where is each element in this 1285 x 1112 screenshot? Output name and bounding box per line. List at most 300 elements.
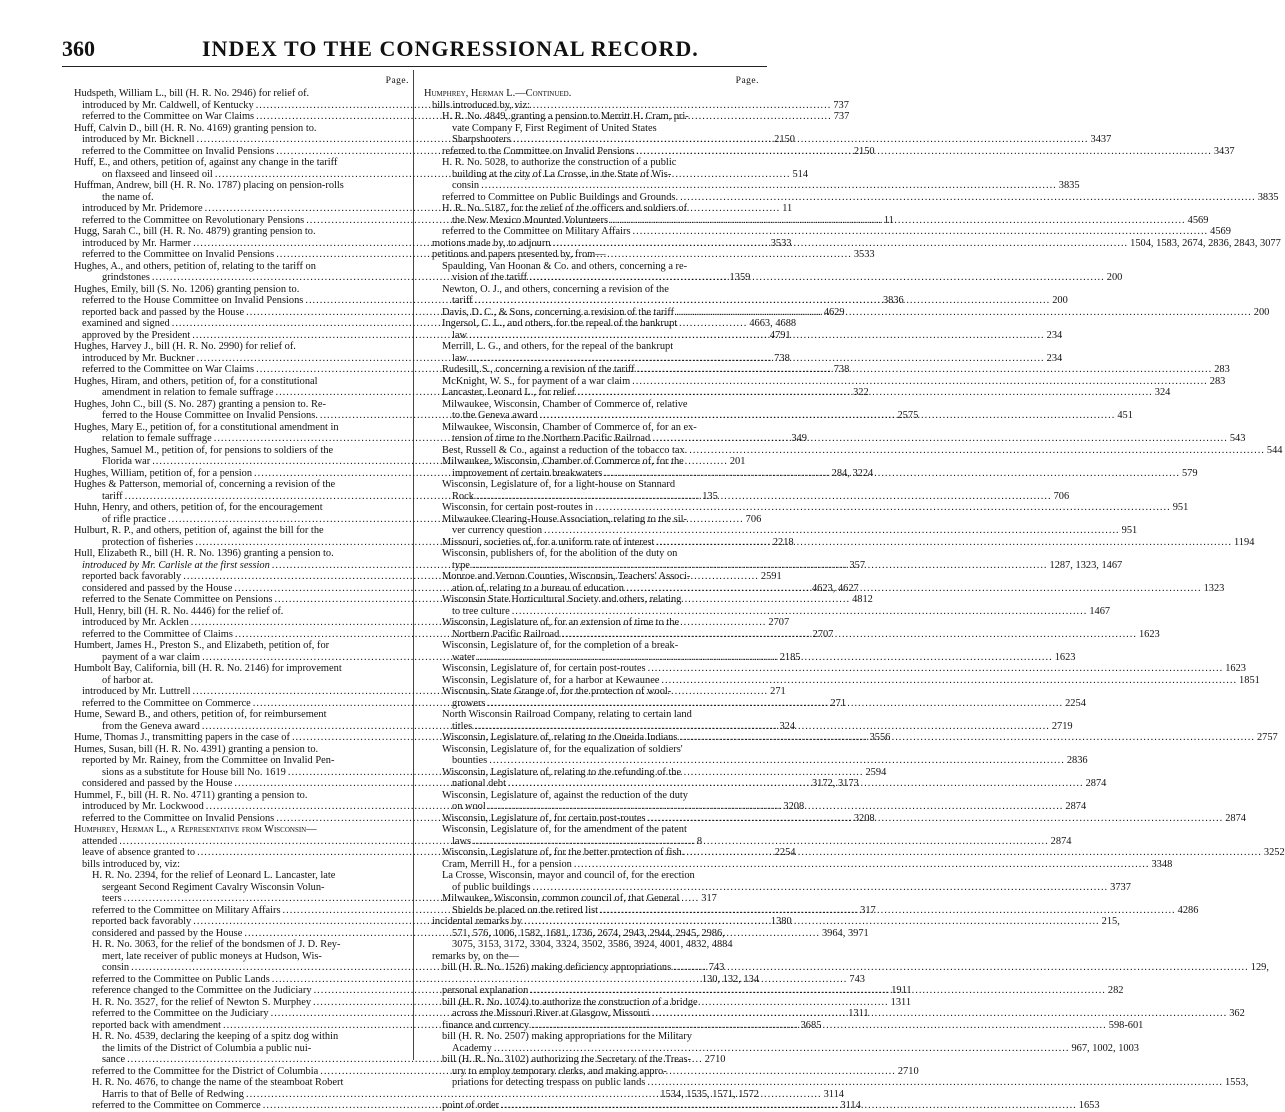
entry-text: bounties bbox=[452, 755, 488, 766]
entry-text: Harris to that of Belle of Redwing bbox=[102, 1088, 244, 1100]
page-reference: 349 bbox=[791, 433, 807, 444]
dot-leader bbox=[648, 663, 1224, 675]
index-entry bbox=[424, 858, 1173, 871]
index-entry bbox=[424, 663, 1246, 675]
page-reference: 2707 bbox=[768, 617, 790, 628]
entry-text: 3075, 3153, 3172, 3304, 3324, 3502, 3586, 3924, 4001, 4832, 4884 bbox=[452, 939, 733, 950]
entry-text: Hull, Henry, bill (H. R. No. 4446) for the relief of. bbox=[74, 605, 284, 617]
page-reference: 1359 bbox=[729, 272, 751, 283]
page-reference: 2185 bbox=[779, 651, 801, 663]
page-reference: 1287, 1323, 1467 bbox=[1049, 559, 1123, 571]
entry-text: national debt bbox=[452, 778, 506, 789]
dot-leader bbox=[530, 985, 1106, 997]
entry-text: Monroe and Vernon Counties, Wisconsin, Teachers' Associ- bbox=[442, 571, 691, 582]
page-reference: 4812 bbox=[852, 594, 873, 605]
entry-text: Hughes, A., and others, petition of, relating to the tariff on bbox=[74, 260, 316, 272]
index-entry bbox=[74, 180, 409, 192]
page-reference: 2150 bbox=[774, 134, 795, 145]
entry-text: Best, Russell & Co., against a reduction of the tobacco tax. bbox=[442, 444, 688, 456]
entry-text: Wisconsin, Legislature of, against the reduction of the duty bbox=[442, 789, 689, 801]
entry-text: Shields be placed on the retired list bbox=[452, 904, 599, 916]
page-reference: 2874 bbox=[1050, 835, 1072, 847]
entry-text: Milwaukee, Wisconsin, common council of, that General bbox=[442, 893, 680, 904]
page-reference: 544 bbox=[1266, 444, 1283, 456]
entry-text: introduced by Mr. Caldwell, of Kentucky bbox=[82, 99, 254, 111]
dot-leader bbox=[686, 847, 1262, 859]
dot-leader bbox=[501, 1100, 1077, 1112]
entry-text: Hughes, William, petition of, for a pension bbox=[74, 467, 253, 479]
entry-text: Wisconsin, publishers of, for the abolition of the duty on bbox=[442, 548, 678, 559]
entry-text: Hughes, Emily, bill (S. No. 1206) granting pension to. bbox=[74, 283, 300, 295]
index-entry bbox=[424, 893, 759, 905]
page-reference: 2150 bbox=[853, 145, 875, 157]
index-entry bbox=[424, 824, 759, 836]
entry-text: improvement of certain breakwaters bbox=[452, 467, 603, 479]
page-reference: 11 bbox=[782, 203, 793, 214]
page-reference: 1311 bbox=[848, 1008, 869, 1019]
page-title: INDEX TO THE CONGRESSIONAL RECORD. bbox=[202, 36, 699, 61]
entry-text: referred to the Committee on the Judiciary bbox=[92, 1008, 269, 1019]
index-entry bbox=[74, 640, 409, 652]
page-reference: 2874 bbox=[1225, 812, 1246, 824]
entry-text: Hugg, Sarah C., bill (H. R. No. 4879) granting pension to. bbox=[74, 226, 316, 237]
page-reference: 737 bbox=[833, 111, 850, 122]
index-entry bbox=[74, 859, 409, 871]
page-reference: 2719 bbox=[1051, 720, 1073, 732]
index-entry bbox=[424, 456, 759, 468]
dot-leader bbox=[544, 525, 1120, 537]
entry-text: referred to the Committee on Commerce bbox=[92, 1100, 261, 1111]
entry-text: referred to the Senate Committee on Pensions bbox=[82, 594, 273, 605]
index-entry bbox=[424, 1066, 759, 1078]
entry-text: H. R. No. 5187, for the relief of the officers and soldiers of bbox=[442, 203, 688, 214]
index-entry bbox=[74, 479, 409, 491]
entry-text: Hughes, Samuel M., petition of, for pensions to soldiers of the bbox=[74, 444, 334, 456]
entry-text: bill (H. R. No. 2507) making appropriations for the Military bbox=[442, 1031, 692, 1042]
entry-text: Hudspeth, William L., bill (H. R. No. 2946) for relief of. bbox=[74, 88, 310, 99]
entry-text: introduced by Mr. Harmer bbox=[82, 237, 192, 249]
entry-text: considered and passed by the House bbox=[92, 927, 243, 939]
entry-text: petitions and papers presented by, from— bbox=[432, 249, 606, 260]
page-reference: 1553, bbox=[1224, 1077, 1249, 1088]
dot-leader bbox=[489, 755, 1065, 767]
index-entry bbox=[424, 502, 1189, 514]
entry-text: introduced by Mr. Buckner bbox=[82, 352, 195, 364]
index-entry bbox=[74, 157, 409, 169]
page-reference: 324 bbox=[779, 720, 796, 732]
dot-leader bbox=[647, 1077, 1223, 1089]
entry-text: on flaxseed and linseed oil bbox=[102, 168, 213, 180]
page-reference: 4791 bbox=[769, 329, 791, 341]
index-entry bbox=[424, 605, 1111, 618]
index-entry bbox=[424, 881, 1131, 894]
entry-text: H. R. No. 4676, to change the name of the steamboat Robert bbox=[92, 1077, 344, 1088]
entry-text: water bbox=[452, 651, 476, 663]
page-reference: 2710 bbox=[704, 1054, 726, 1065]
entry-text: to tree culture bbox=[452, 605, 510, 617]
entry-text: Wisconsin, Legislature of, for an extension of time to the bbox=[442, 617, 680, 628]
entry-text: Huffman, Andrew, bill (H. R. No. 1787) placing on pension-rolls bbox=[74, 180, 344, 191]
page-reference: 598-601 bbox=[1108, 1019, 1144, 1031]
entry-text: consin bbox=[102, 962, 130, 973]
index-entry bbox=[424, 835, 1072, 848]
page-reference: 271 bbox=[830, 697, 847, 709]
index-entry bbox=[424, 226, 1231, 238]
dot-leader bbox=[661, 675, 1237, 687]
entry-text: introduced by Mr. Lockwood bbox=[82, 801, 204, 812]
page-reference: 2836 bbox=[1066, 755, 1088, 766]
index-entry bbox=[74, 1077, 409, 1089]
entry-text: Ingersol, C. L., and others, for the repeal of the bankrupt bbox=[442, 318, 678, 329]
page-reference: 4623, 4627 bbox=[811, 582, 859, 594]
index-entry bbox=[424, 997, 759, 1009]
index-entry bbox=[424, 399, 759, 411]
entry-text: Milwaukee, Wisconsin, Chamber of Commerce of, for an ex- bbox=[442, 421, 697, 433]
entry-text: Humphrey, Herman L., a Representative from Wisconsin— bbox=[74, 824, 317, 835]
entry-text: tariff bbox=[452, 295, 473, 306]
entry-text: of rifle practice bbox=[102, 513, 167, 525]
index-entry bbox=[424, 1089, 759, 1101]
index-entry bbox=[424, 1077, 1249, 1089]
entry-text: Academy bbox=[452, 1042, 492, 1054]
entry-text: titles bbox=[452, 720, 473, 732]
page-reference: 706 bbox=[1053, 490, 1070, 502]
page-reference: 3556 bbox=[869, 732, 891, 743]
entry-text: bill (H. R. No. 3102) authorizing the Secretary of the Treas- bbox=[442, 1054, 692, 1065]
entry-text: Hume, Seward B., and others, petition of, for reimbursement bbox=[74, 709, 327, 720]
entry-text: bills introduced by, viz: bbox=[432, 99, 531, 111]
index-entry bbox=[424, 191, 1279, 204]
entry-text: reported back and passed by the House bbox=[82, 306, 245, 318]
dot-leader bbox=[553, 238, 1129, 250]
dot-leader bbox=[512, 606, 1088, 618]
entry-text: referred to the Committee on Revolutionary Pensions bbox=[82, 214, 305, 226]
entry-text: ury to employ temporary clerks, and making appro- bbox=[452, 1065, 667, 1077]
dot-leader bbox=[524, 916, 1100, 928]
index-entry bbox=[74, 882, 409, 894]
page-reference: 1623 bbox=[1225, 663, 1246, 674]
entry-text: law bbox=[452, 329, 468, 341]
entry-text: to the Geneva award bbox=[452, 410, 538, 421]
index-entry bbox=[424, 1042, 1139, 1055]
page-reference: 951 bbox=[1172, 502, 1189, 513]
entry-text: approved by the President bbox=[82, 329, 191, 341]
entry-text: referred to Committee on Public Buildings and Grounds. bbox=[442, 191, 679, 203]
page-reference: 738 bbox=[774, 352, 790, 364]
page-reference: 11 bbox=[883, 214, 894, 226]
index-entry bbox=[424, 686, 759, 698]
entry-text: examined and signed bbox=[82, 318, 170, 329]
page-reference: 2218 bbox=[772, 536, 794, 548]
entry-text: attended bbox=[82, 835, 118, 847]
page-reference: 3835 bbox=[1058, 180, 1080, 191]
entry-text: introduced by Mr. Carlisle at the first session bbox=[82, 559, 270, 571]
entry-text: considered and passed by the House bbox=[82, 582, 233, 594]
page-reference: 514 bbox=[792, 168, 809, 180]
dot-leader bbox=[648, 813, 1224, 825]
page-reference: 3836 bbox=[882, 295, 904, 306]
page-reference: 706 bbox=[745, 513, 762, 525]
entry-text: Wisconsin, Legislature of, for certain post-routes bbox=[442, 663, 646, 674]
page-reference: 129, bbox=[1250, 962, 1269, 973]
page-reference: 324 bbox=[1154, 387, 1171, 398]
index-entry bbox=[424, 617, 759, 629]
entry-text: Huhn, Henry, and others, petition of, for the encouragement bbox=[74, 502, 323, 513]
page-reference: 4569 bbox=[1187, 214, 1209, 226]
index-entry bbox=[424, 88, 759, 100]
entry-text: introduced by Mr. Pridemore bbox=[82, 203, 203, 214]
index-entry bbox=[424, 272, 1123, 284]
entry-text: Hughes & Patterson, memorial of, concerning a revision of the bbox=[74, 479, 336, 490]
page-reference: 317 bbox=[860, 904, 876, 916]
entry-text: the New Mexico Mounted Volunteers bbox=[452, 214, 609, 226]
entry-text: the name of. bbox=[102, 191, 154, 203]
index-entry bbox=[74, 376, 409, 388]
index-entry bbox=[424, 180, 1080, 192]
index-entry bbox=[424, 261, 759, 273]
entry-text: Wisconsin, Legislature of, for the better protection of fish. bbox=[442, 847, 685, 858]
entry-text: Hulburt, R. P., and others, petition of, against the bill for the bbox=[74, 525, 324, 536]
page-reference: 234 bbox=[1046, 329, 1063, 341]
entry-text: incidental remarks by bbox=[432, 916, 523, 927]
page-reference: 743 bbox=[708, 962, 725, 973]
index-entry bbox=[424, 157, 759, 169]
dot-leader bbox=[477, 652, 1053, 664]
page-reference: 4663, 4688 bbox=[749, 318, 797, 329]
entry-text: H. R. No. 5028, to authorize the construction of a public bbox=[442, 157, 677, 168]
entry-text: reported by Mr. Rainey, from the Committee on Invalid Pen- bbox=[82, 755, 335, 766]
page-reference: 967, 1002, 1003 bbox=[1071, 1042, 1139, 1054]
entry-text: bill (H. R. No. 1526) making deficiency appropriations bbox=[442, 962, 672, 973]
page-reference: 1653 bbox=[1078, 1100, 1100, 1111]
entry-text: introduced by Mr. Bicknell bbox=[82, 134, 195, 145]
dot-leader bbox=[472, 560, 1048, 572]
page-reference: 738 bbox=[833, 364, 850, 375]
entry-text: Humbert, James H., Preston S., and Elizabeth, petition of, for bbox=[74, 640, 330, 651]
index-entry bbox=[424, 755, 1088, 767]
page-reference: 2707 bbox=[812, 628, 834, 640]
index-entry bbox=[424, 284, 759, 296]
page-reference: 1194 bbox=[1234, 536, 1255, 548]
index-entry bbox=[424, 123, 759, 135]
dot-leader bbox=[474, 721, 1050, 733]
entry-text: referred to the Committee on Invalid Pensions bbox=[82, 812, 275, 824]
page-reference: 3437 bbox=[1090, 134, 1112, 145]
entry-text: Lancaster, Leonard L., for relief bbox=[442, 387, 576, 398]
index-entry bbox=[424, 744, 759, 756]
dot-leader bbox=[577, 387, 1153, 399]
entry-text: Newton, O. J., and others, concerning a revision of the bbox=[442, 283, 669, 295]
index-entry bbox=[74, 284, 409, 296]
index-entry bbox=[424, 767, 759, 779]
index-entry bbox=[74, 606, 409, 618]
index-entry bbox=[74, 422, 409, 434]
page-reference: 3252 bbox=[1263, 847, 1285, 858]
entry-text: Wisconsin, for certain post-routes in bbox=[442, 502, 594, 513]
index-entry bbox=[74, 870, 409, 882]
header-rule bbox=[62, 66, 767, 67]
index-entry bbox=[74, 445, 409, 457]
entry-text: Merrill, L. G., and others, for the repeal of the bankrupt bbox=[442, 341, 674, 352]
entry-text: point of order bbox=[442, 1100, 500, 1111]
entry-text: referred to the Committee on Military Affairs bbox=[442, 226, 631, 237]
index-entry bbox=[424, 1054, 759, 1066]
dot-leader bbox=[604, 468, 1180, 480]
dot-leader bbox=[513, 134, 1089, 146]
entry-text: bills introduced by, viz: bbox=[82, 858, 181, 870]
page-header bbox=[62, 28, 762, 68]
page-reference: 200 bbox=[1106, 272, 1123, 283]
index-entry bbox=[424, 974, 759, 986]
index-entry bbox=[424, 790, 759, 802]
right-page-label: Page. bbox=[735, 76, 759, 86]
entry-text: finance and currency bbox=[442, 1019, 530, 1031]
index-entry bbox=[424, 962, 1269, 974]
dot-leader bbox=[476, 491, 1052, 503]
entry-text: referred to the Committee on War Claims bbox=[82, 364, 255, 375]
entry-text: protection of fisheries bbox=[102, 536, 194, 548]
entry-text: Hummel, F., bill (H. R. No. 4711) granting a pension to. bbox=[74, 789, 308, 801]
page-reference: 135 bbox=[702, 490, 718, 502]
entry-text: Hughes, Hiram, and others, petition of, for a constitutional bbox=[74, 375, 318, 387]
entry-text: referred to the Committee on Invalid Pensions bbox=[442, 145, 635, 157]
index-entry bbox=[74, 399, 409, 411]
page-reference: 322 bbox=[853, 387, 869, 398]
entry-text: Milwaukee, Wisconsin, Chamber of Commerce of, relative bbox=[442, 398, 688, 410]
page-reference: 3208 bbox=[853, 812, 875, 824]
page-reference: 451 bbox=[1117, 410, 1133, 421]
entry-text: across the Missouri River at Glasgow, Missouri bbox=[452, 1008, 650, 1019]
dot-leader bbox=[656, 537, 1232, 549]
page-reference: 1467 bbox=[1089, 605, 1111, 617]
dot-leader bbox=[673, 962, 1249, 974]
entry-text: Hume, Thomas J., transmitting papers in the case of bbox=[74, 732, 290, 743]
entry-text: law bbox=[452, 352, 468, 364]
entry-text: grindstones bbox=[102, 272, 150, 283]
page-reference: 284, 3224 bbox=[831, 467, 874, 479]
index-entry bbox=[424, 100, 759, 112]
page-reference: 3114 bbox=[823, 1088, 845, 1100]
entry-text: ation of, relating to a bureau of education bbox=[452, 582, 624, 594]
entry-text: reported back favorably bbox=[82, 571, 182, 582]
index-entry bbox=[424, 939, 759, 951]
entry-text: La Crosse, Wisconsin, mayor and council of, for the erection bbox=[442, 870, 695, 881]
index-entry bbox=[424, 548, 759, 560]
entry-text: Wisconsin, Legislature of, for a harbor at Kewaunee bbox=[442, 674, 660, 686]
entry-text: referred to the Committee on Invalid Pensions bbox=[82, 249, 275, 260]
entry-text: McKnight, W. S., for payment of a war claim bbox=[442, 375, 631, 387]
index-entry bbox=[74, 939, 409, 951]
entry-text: Huff, E., and others, petition of, against any change in the tariff bbox=[74, 157, 338, 168]
page-reference: 1623 bbox=[1054, 651, 1076, 663]
entry-text: consin bbox=[452, 180, 480, 191]
index-entry bbox=[74, 1043, 409, 1055]
dot-leader bbox=[529, 272, 1105, 284]
entry-text: Missouri, societies of, for a uniform rate of interest bbox=[442, 536, 655, 548]
index-entry bbox=[424, 444, 1283, 457]
entry-text: introduced by Mr. Luttrell bbox=[82, 686, 191, 697]
index-entry bbox=[424, 514, 759, 526]
entry-text: Wisconsin, State Grange of, for the protection of wool- bbox=[442, 686, 672, 697]
dot-leader bbox=[679, 732, 1255, 744]
entry-text: the limits of the District of Columbia a public nui- bbox=[102, 1042, 312, 1054]
dot-leader bbox=[652, 1008, 1228, 1020]
entry-text: Milwaukee, Wisconsin, Chamber of Commerce of, for the bbox=[442, 456, 684, 467]
index-entry bbox=[424, 169, 759, 181]
page-reference: 3348 bbox=[1151, 858, 1173, 870]
index-entry bbox=[74, 790, 409, 802]
page-reference: 200 bbox=[1253, 306, 1270, 318]
page-reference: 215, bbox=[1101, 916, 1120, 927]
index-entry bbox=[74, 261, 409, 273]
page-reference: 1623 bbox=[1138, 628, 1160, 640]
page-reference: 3172, 3173 bbox=[811, 778, 859, 789]
entry-text: sergeant Second Regiment Cavalry Wisconsin Volun- bbox=[102, 881, 325, 893]
entry-text: of public buildings bbox=[452, 881, 531, 893]
page-reference: 2874 bbox=[1085, 778, 1107, 789]
dot-leader bbox=[561, 629, 1137, 641]
page-reference: 2874 bbox=[1065, 801, 1087, 812]
page-reference: 743 bbox=[849, 973, 865, 985]
page-reference: 951 bbox=[1121, 525, 1138, 536]
dot-leader bbox=[680, 192, 1256, 204]
entry-text: motions made by, to adjourn bbox=[432, 237, 551, 249]
entry-text: 1534, 1535, 1571, 1572 bbox=[660, 1088, 759, 1100]
dot-leader bbox=[652, 433, 1228, 445]
page-reference: 1851 bbox=[1239, 674, 1260, 686]
dot-leader bbox=[610, 215, 1186, 227]
index-entry bbox=[424, 479, 759, 491]
entry-text: referred to the Committee on War Claims bbox=[82, 111, 255, 122]
index-entry bbox=[74, 226, 409, 238]
dot-leader bbox=[533, 882, 1109, 894]
entry-text: Wisconsin, Legislature of, for the completion of a break- bbox=[442, 640, 679, 651]
dot-leader bbox=[494, 1043, 1070, 1055]
index-entry bbox=[74, 824, 409, 836]
entry-text: reported back favorably bbox=[92, 916, 192, 927]
index-entry bbox=[424, 870, 759, 882]
page-reference: 3685 bbox=[800, 1019, 822, 1031]
dot-leader bbox=[475, 295, 1051, 307]
index-entry bbox=[74, 663, 409, 675]
index-entry bbox=[74, 709, 409, 721]
entry-text: Wisconsin State Horticultural Society and others, relating bbox=[442, 594, 682, 605]
dot-leader bbox=[636, 146, 1212, 158]
index-entry bbox=[424, 674, 1260, 687]
dot-leader bbox=[469, 330, 1045, 342]
entry-text: tariff bbox=[102, 490, 123, 502]
entry-text: Hughes, John C., bill (S. No. 287) granting a pension to. Re- bbox=[74, 398, 326, 410]
page-reference: 2591 bbox=[760, 571, 782, 582]
entry-text: growers bbox=[452, 697, 486, 709]
index-entry bbox=[74, 88, 409, 100]
entry-text: referred to the Committee on Military Affairs bbox=[92, 904, 281, 916]
entry-text: North Wisconsin Railroad Company, relating to certain land bbox=[442, 709, 692, 720]
page-reference: 200 bbox=[1052, 295, 1068, 306]
index-entry bbox=[74, 951, 409, 963]
entry-text: H. R. No. 2394, for the relief of Leonard L. Lancaster, late bbox=[92, 870, 336, 881]
index-entry bbox=[424, 490, 1070, 503]
entry-text: considered and passed by the House bbox=[82, 778, 233, 789]
entry-text: reference changed to the Committee on the Judiciary bbox=[92, 985, 312, 996]
entry-text: Spaulding, Van Hoonan & Co. and others, concerning a re- bbox=[442, 260, 688, 272]
entry-text: on wool bbox=[452, 801, 486, 812]
index-entry bbox=[74, 192, 409, 204]
entry-text: H. R. No. 3527, for the relief of Newton S. Murphey bbox=[92, 996, 312, 1008]
page-reference: 8 bbox=[696, 835, 703, 847]
entry-text: Northern Pacific Railroad bbox=[452, 628, 560, 640]
entry-text: Davis, D. C., & Sons, concerning a revision of the tariff bbox=[442, 306, 675, 318]
